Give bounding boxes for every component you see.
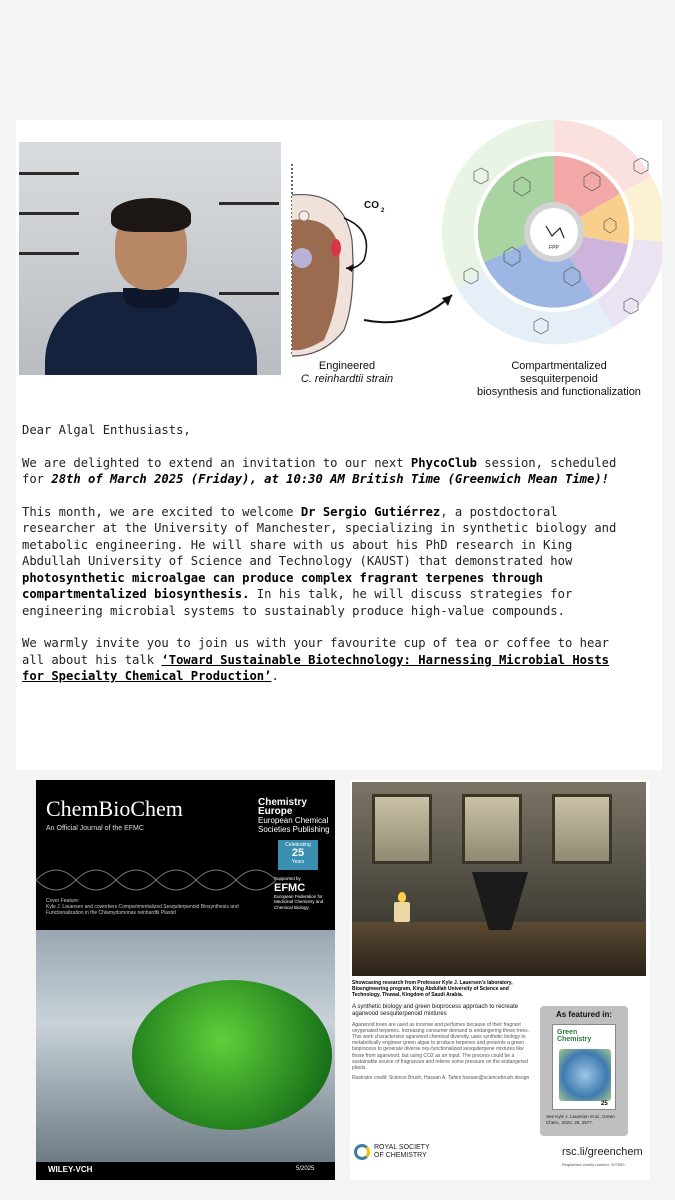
green-chemistry-issue: 25 (601, 1101, 608, 1107)
left-caption-line2: C. reinhardtii strain (300, 373, 394, 385)
rsc-logo-text: ROYAL SOCIETY OF CHEMISTRY (374, 1144, 430, 1159)
rsc-showcase-page (350, 780, 650, 1180)
session-date: 28th of March 2025 (Friday), at 10:30 AM British Time (Greenwich Mean Time)! (51, 472, 610, 486)
efmc-logo: Supported by EFMC European Federation for Medicinal Chemistry and Chemical Biology (274, 876, 324, 910)
showcase-body: Agarwood trees are used as incense and perfumes because of their fragrant oxygenated terpenes. Increasing consumer demand is endangering these trees. This work characterizes agarwood chemical diversity, uses synthetic biology to metabolically engineer green algae to produce terpenes and presents a green bioprocess to generate diverse oxy-functionalized sesquiterpene mixtures like those from agarwood, but using CO2 as an input. The process could be a sustainable source of fragrances and relieve some pressure on the endangered plants. (352, 1021, 530, 1072)
featured-in-box (540, 1006, 628, 1136)
phycoclub-name: PhycoClub (410, 455, 477, 470)
rsc-url: rsc.li/greenchem (562, 1146, 643, 1158)
cover-feature-text: Cover Feature: Kyle J. Lauersen and coworkers Compartmentalized Sesquiterpenoid Biosynthesis and Functionalization in the Chlamydomonas reinhardtii Plastid (46, 898, 239, 916)
speaker-collar (123, 288, 179, 308)
research-figure (284, 120, 662, 398)
paragraph-speaker: This month, we are excited to welcome Dr Sergio Gutiérrez, a postdoctoral researcher at the University of Manchester, specializing in synthetic biology and metabolic engineering. He will share with us about his PhD research in King Abdullah University of Science and Technology (KAUST) that demonstrated how photosynthetic microalgae can produce complex fragrant terpenes through compartmentalized biosynthesis. In his talk, he will discuss strategies for engineering microbial systems to sustainably produce high-value compounds. (22, 504, 617, 618)
showcase-lab: Showcasing research from Professor Kyle J. Lauersen's laboratory, Bioengineering program, King Abdullah University of Science and Technology, Thuwal, Kingdom of Saudi Arabia. (352, 980, 513, 999)
anniversary-badge: Celebrating 25 Years (278, 840, 318, 870)
pyrenoid (292, 248, 312, 268)
journal-title: ChemBioChem (46, 796, 183, 821)
photo-shelf (19, 172, 79, 175)
pathway-arrowhead (442, 295, 452, 306)
sesquiterpenoid-wheel (442, 120, 662, 344)
right-caption-line2: biosynthesis and functionalization (477, 386, 641, 398)
photo-shelf (219, 292, 279, 295)
featured-label: As featured in: (555, 1010, 612, 1019)
illustrator-credit: Illustrator credit: Science Brush, Hassan A. Tahini hassan@sciencebrush.design (352, 1075, 530, 1082)
announcement-panel (16, 120, 662, 770)
green-chemistry-art (559, 1049, 611, 1101)
right-figure-caption (474, 360, 644, 399)
speaker-hair (111, 198, 191, 232)
speaker-photo (19, 142, 281, 375)
scene-window (462, 794, 522, 864)
left-figure-caption (292, 360, 402, 386)
invitation-letter (22, 422, 637, 701)
paragraph-session: We are delighted to extend an invitation to our next PhycoClub session, scheduled for 28th of March 2025 (Friday), at 10:30 AM British Time (Greenwich Mean Time)! (22, 455, 617, 486)
issue-number: 5/2025 (296, 1166, 315, 1172)
scene-window (552, 794, 612, 864)
scene-window (372, 794, 432, 864)
pathway-diagram (284, 120, 662, 390)
showcase-heading: A synthetic biology and green bioprocess approach to recreate agarwood sesquiterpenoid mixtures (352, 1003, 519, 1017)
research-highlight: photosynthetic microalgae can produce complex fragrant terpenes through compartmentalized biosynthesis. (22, 570, 543, 601)
charity-number: Registered charity number: 207890 (562, 1162, 625, 1167)
co2-subscript: 2 (381, 208, 385, 214)
cover-wave-pattern (36, 860, 335, 900)
left-caption-line1: Engineered (318, 360, 376, 372)
chembiochem-cover (36, 780, 335, 1180)
pathway-arrow (364, 295, 452, 322)
candle-flame (398, 892, 406, 902)
journal-subtitle: An Official Journal of the EFMC (46, 825, 144, 832)
cover-flask (132, 980, 332, 1130)
talk-title: ‘Toward Sustainable Biotechnology: Harnessing Microbial Hosts for Specialty Chemical Production’ (22, 652, 610, 683)
candle (394, 902, 410, 922)
article-reference: See Kyle J. Lauersen et al., Green Chem., 2024, 26, 2577. (546, 1114, 615, 1125)
fpp-label: FPP (549, 245, 559, 251)
paragraph-invite: We warmly invite you to join us with your favourite cup of tea or coffee to hear all about his talk ‘Toward Sustainable Biotechnology: Harnessing Microbial Hosts for Specialty Chemical Production’. (22, 636, 610, 683)
photo-shelf (19, 252, 79, 255)
co2-label: CO (364, 200, 379, 211)
wiley-logo: WILEY-VCH (48, 1165, 93, 1174)
chemistry-europe-logo: Chemistry Europe European Chemical Societies Publishing (258, 797, 330, 834)
agarwood-scene (352, 782, 646, 976)
greeting: Dear Algal Enthusiasts, (22, 423, 191, 437)
photo-shelf (219, 202, 279, 205)
organelle (299, 211, 309, 221)
photo-shelf (19, 212, 79, 215)
green-chemistry-title: Green Chemistry (557, 1029, 592, 1043)
scene-table (352, 922, 646, 976)
right-caption-line1: Compartmentalized sesquiterpenoid (511, 360, 607, 385)
showcase-text (352, 980, 534, 1081)
green-chemistry-cover (552, 1024, 616, 1110)
eyespot (331, 239, 341, 257)
speaker-name: Dr Sergio Gutiérrez (300, 504, 441, 519)
